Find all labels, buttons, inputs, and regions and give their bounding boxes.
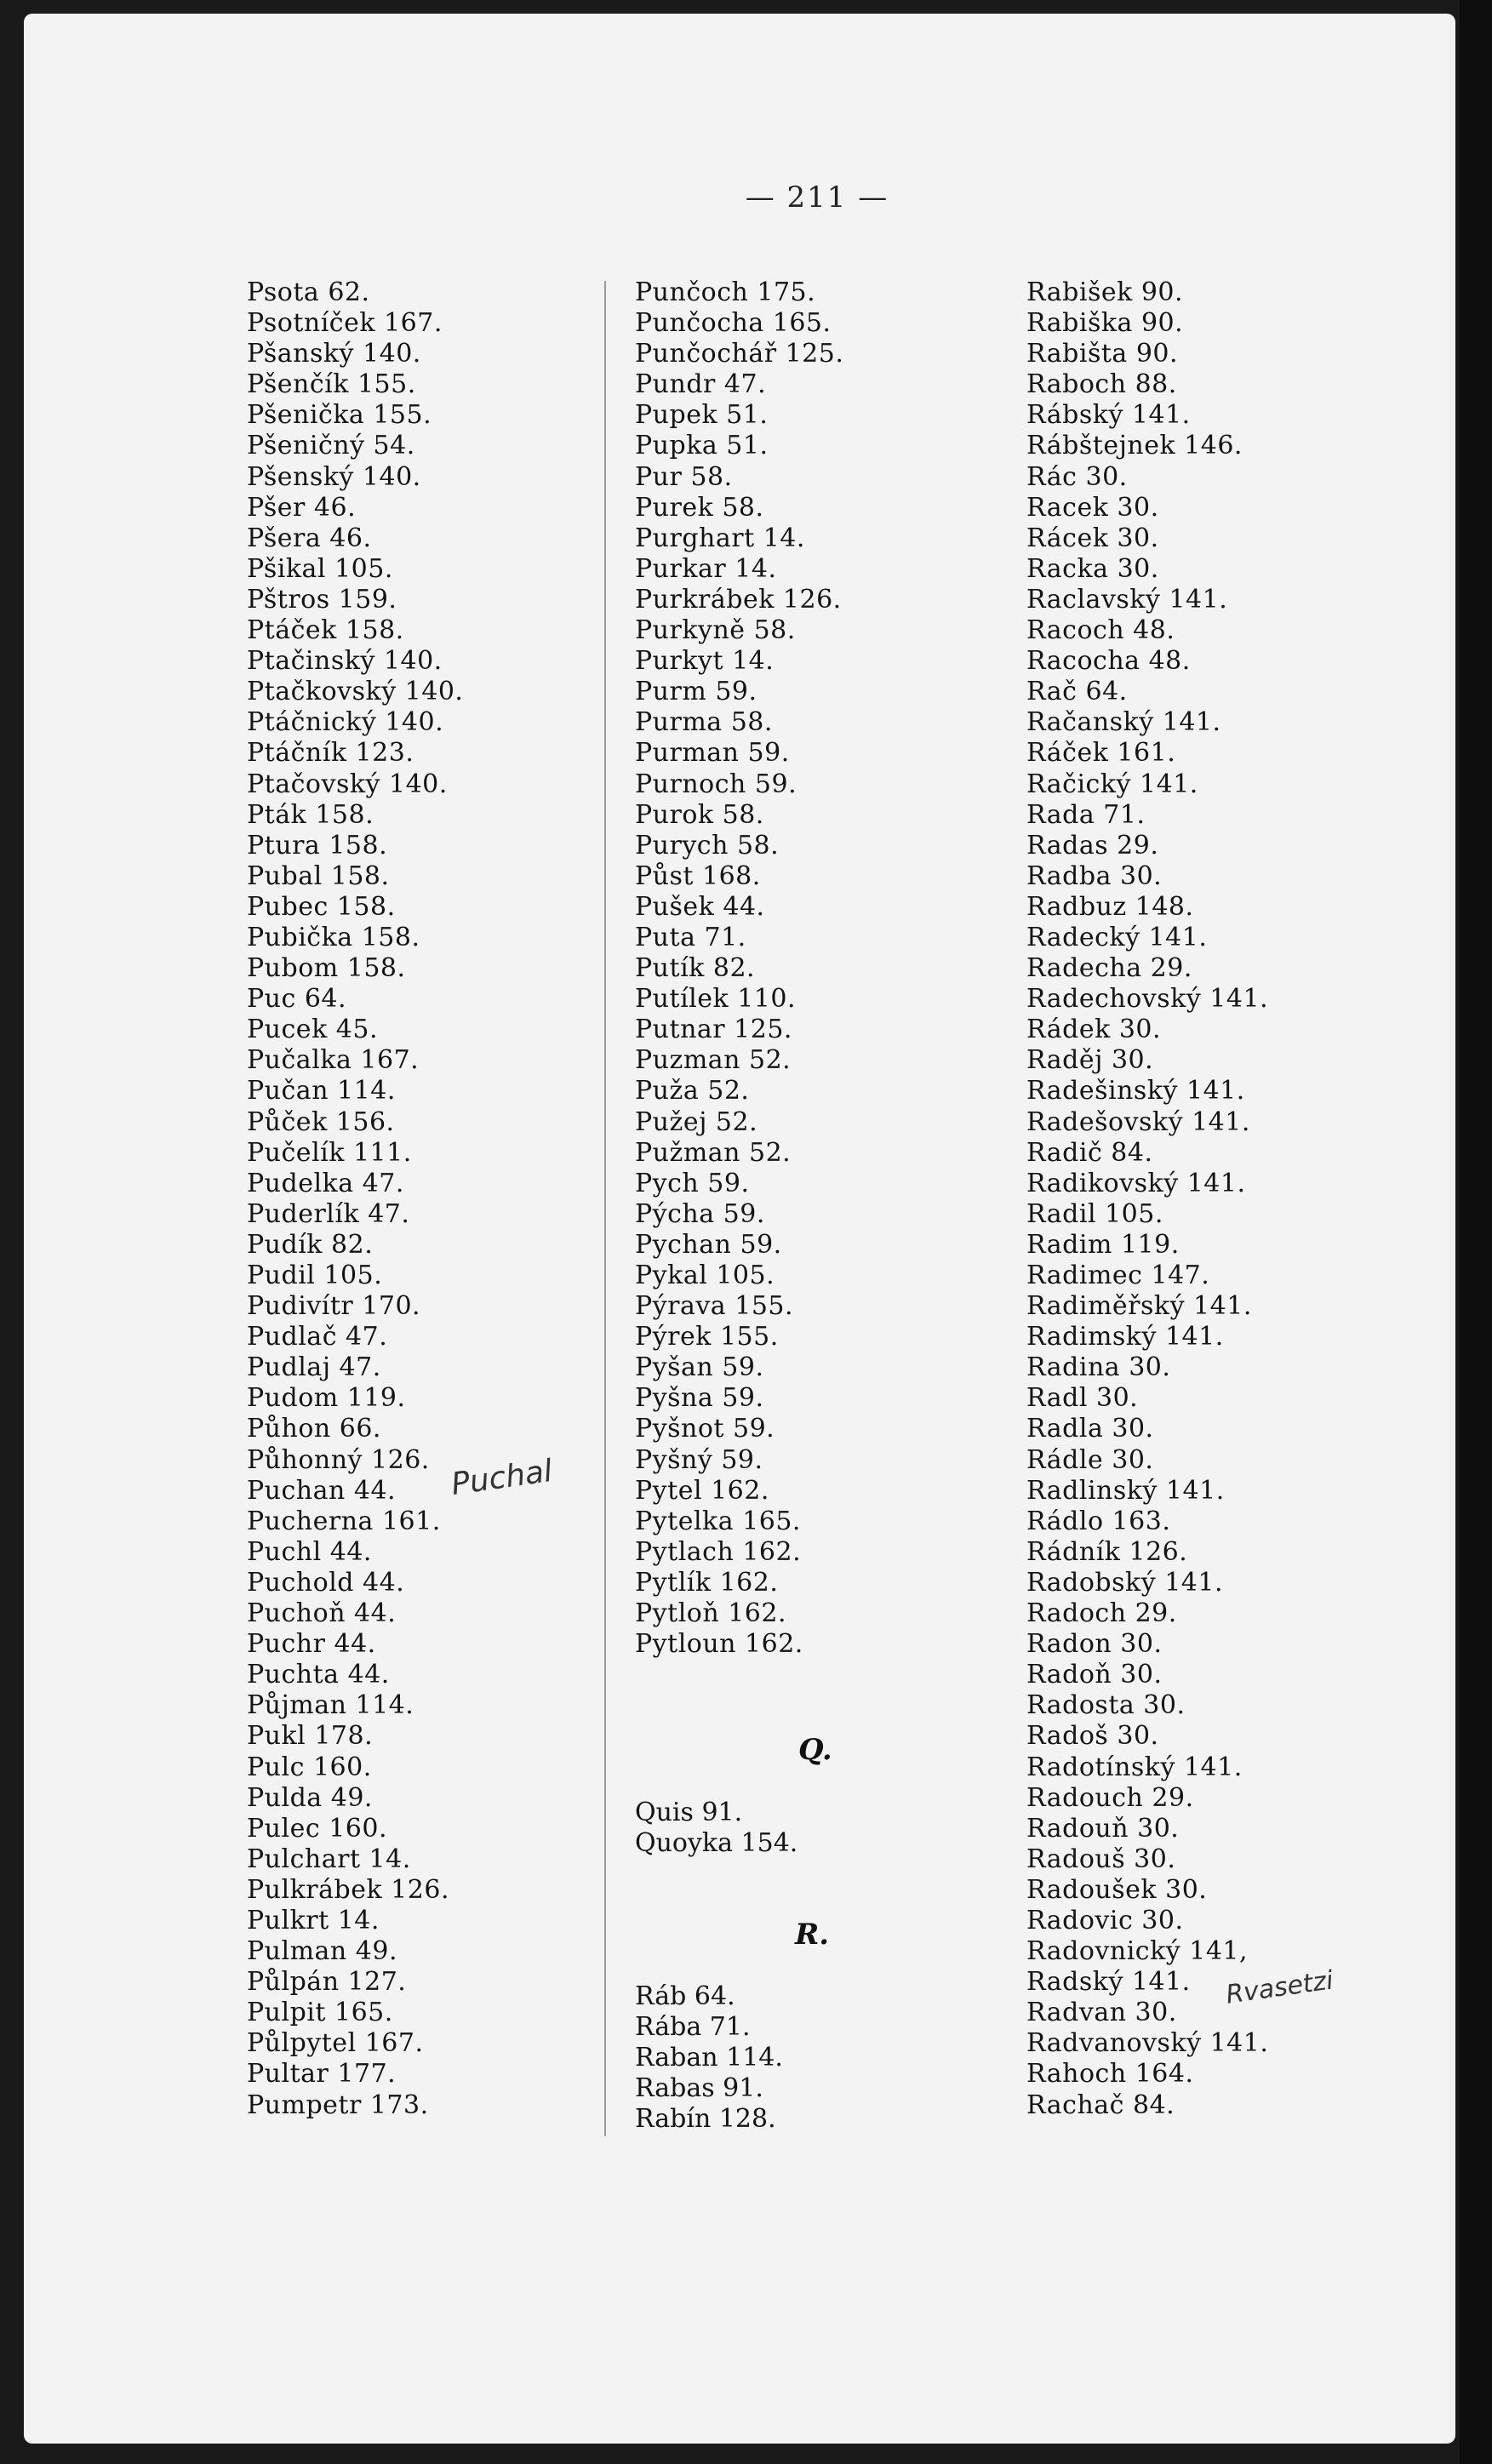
index-entry: Radobský 141. — [1026, 1567, 1223, 1598]
index-entry: Pták 158. — [247, 799, 374, 830]
index-entry: Pšikal 105. — [247, 553, 393, 584]
index-entry: Ptáčník 123. — [247, 738, 414, 769]
index-column-2 — [635, 277, 843, 1660]
index-entry: Pšeničný 54. — [247, 431, 415, 461]
index-entry: Putílek 110. — [635, 984, 797, 1015]
section-heading-r: R. — [795, 1918, 830, 1952]
index-entry: Punčoch 175. — [635, 277, 816, 307]
handwritten-note: Puchal — [449, 1453, 555, 1503]
index-entry: Rabas 91. — [635, 2073, 763, 2104]
index-entry: Radecký 141. — [1026, 922, 1208, 952]
index-entry: Psotníček 167. — [247, 308, 443, 339]
index-entry: Ptačinský 140. — [247, 646, 443, 677]
handwritten-note: Rvasetzi — [1224, 1965, 1335, 2010]
index-entry: Putík 82. — [635, 953, 756, 984]
index-entry: Rácek 30. — [1026, 523, 1159, 553]
index-entry: Pulc 160. — [247, 1752, 372, 1782]
index-entry: Půhon 66. — [247, 1414, 381, 1444]
index-entry: Puchl 44. — [247, 1536, 372, 1567]
index-entry: Radba 30. — [1026, 860, 1163, 891]
index-entry: Pundr 47. — [635, 369, 767, 400]
index-entry: Radina 30. — [1026, 1352, 1171, 1383]
index-entry: Puchr 44. — [247, 1629, 376, 1660]
index-section-q — [635, 1798, 797, 1859]
index-entry: Purma 58. — [635, 707, 773, 738]
index-entry: Punčocha 165. — [635, 308, 832, 339]
index-entry: Radim 119. — [1026, 1229, 1180, 1260]
index-entry: Pudlaj 47. — [247, 1352, 381, 1383]
index-entry: Pýcha 59. — [635, 1198, 765, 1229]
index-entry: Radoš 30. — [1026, 1721, 1159, 1752]
index-entry: Radimec 147. — [1026, 1261, 1210, 1290]
index-entry: Pštros 159. — [247, 584, 397, 615]
index-entry: Pučalka 167. — [247, 1045, 420, 1076]
index-entry: Pulkrábek 126. — [247, 1874, 449, 1905]
index-entry: Pubal 158. — [247, 860, 390, 891]
index-entry: Raclavský 141. — [1026, 584, 1228, 615]
index-entry: Radimský 141. — [1026, 1322, 1224, 1352]
index-entry: Pytloun 162. — [635, 1629, 803, 1660]
index-entry: Račický 141. — [1026, 769, 1198, 799]
index-entry: Raboch 88. — [1026, 369, 1177, 400]
index-entry: Ptačkovský 140. — [247, 677, 464, 707]
index-entry: Pytlach 162. — [635, 1536, 802, 1567]
index-entry: Pudlač 47. — [247, 1322, 388, 1352]
index-entry: Radouch 29. — [1026, 1782, 1194, 1813]
index-entry: Pyšan 59. — [635, 1352, 764, 1383]
index-entry: Purnoch 59. — [635, 769, 797, 799]
index-entry: Pšenský 140. — [247, 461, 421, 492]
index-entry: Puchan 44. — [247, 1475, 397, 1506]
index-entry: Pucek 45. — [247, 1015, 378, 1045]
index-entry: Radiměřský 141. — [1026, 1291, 1252, 1322]
index-entry: Radvanovský 141. — [1026, 2028, 1269, 2059]
index-entry: Puchta 44. — [247, 1660, 390, 1690]
index-entry: Radlinský 141. — [1026, 1475, 1225, 1506]
index-entry: Radovic 30. — [1026, 1905, 1184, 1935]
index-entry: Puchoň 44. — [247, 1598, 397, 1629]
index-entry: Puderlík 47. — [247, 1198, 410, 1229]
index-entry: Radil 105. — [1026, 1198, 1163, 1229]
index-entry: Quoyka 154. — [635, 1828, 798, 1859]
index-entry: Pyšna 59. — [635, 1383, 764, 1414]
index-entry: Puža 52. — [635, 1076, 750, 1106]
index-entry: Pšenička 155. — [247, 400, 432, 431]
index-entry: Pytelka 165. — [635, 1506, 801, 1536]
index-entry: Rádník 126. — [1026, 1536, 1188, 1567]
index-entry: Radešinský 141. — [1026, 1076, 1245, 1106]
index-entry: Pučan 114. — [247, 1076, 396, 1106]
index-entry: Pyšnot 59. — [635, 1414, 775, 1444]
section-heading-q: Q. — [798, 1733, 832, 1767]
index-entry: Pukl 178. — [247, 1721, 374, 1752]
index-entry: Půjman 114. — [247, 1690, 414, 1721]
index-entry: Purm 59. — [635, 677, 757, 707]
index-entry: Psota 62. — [247, 277, 370, 307]
index-entry: Radechovský 141. — [1026, 984, 1269, 1015]
index-entry: Rahoch 164. — [1026, 2059, 1194, 2090]
index-entry: Radvan 30. — [1026, 1998, 1177, 2028]
index-entry: Raděj 30. — [1026, 1045, 1154, 1076]
index-entry: Pulec 160. — [247, 1813, 387, 1844]
index-column-3 — [1026, 277, 1268, 2121]
index-entry: Půst 168. — [635, 860, 761, 891]
index-entry: Rabišta 90. — [1026, 339, 1179, 369]
index-entry: Půlpán 127. — [247, 1967, 407, 1998]
index-column-1 — [247, 277, 463, 2121]
index-entry: Ptura 158. — [247, 830, 388, 860]
index-entry: Rachač 84. — [1026, 2090, 1175, 2120]
index-entry: Rábštejnek 146. — [1026, 431, 1243, 461]
index-entry: Purkar 14. — [635, 553, 777, 584]
index-entry: Puc 64. — [247, 984, 347, 1015]
index-entry: Purok 58. — [635, 799, 764, 830]
index-entry: Pulchart 14. — [247, 1844, 411, 1874]
index-entry: Puta 71. — [635, 922, 746, 952]
index-entry: Pumpetr 173. — [247, 2090, 429, 2120]
index-entry: Pupek 51. — [635, 400, 769, 431]
index-entry: Pulpit 165. — [247, 1998, 393, 2028]
index-entry: Pšanský 140. — [247, 339, 421, 369]
index-entry: Půlpytel 167. — [247, 2028, 424, 2059]
index-section-r — [635, 1981, 783, 2135]
index-entry: Pšera 46. — [247, 523, 372, 553]
index-entry: Pudík 82. — [247, 1229, 374, 1260]
index-entry: Purghart 14. — [635, 523, 805, 553]
index-entry: Půček 156. — [247, 1106, 395, 1137]
index-entry: Pužej 52. — [635, 1106, 758, 1137]
index-entry: Racocha 48. — [1026, 646, 1191, 677]
index-entry: Puzman 52. — [635, 1045, 792, 1076]
index-entry: Pšer 46. — [247, 492, 357, 523]
index-entry: Radič 84. — [1026, 1137, 1153, 1168]
index-entry: Rác 30. — [1026, 461, 1128, 492]
index-entry: Pych 59. — [635, 1168, 750, 1198]
index-entry: Rába 71. — [635, 2012, 751, 2043]
column-divider — [604, 281, 606, 2136]
index-entry: Račanský 141. — [1026, 707, 1221, 738]
page-number: — 211 — — [745, 180, 889, 214]
index-entry: Pytlík 162. — [635, 1567, 779, 1598]
index-entry: Pudom 119. — [247, 1383, 406, 1414]
index-entry: Purkyně 58. — [635, 615, 796, 646]
index-entry: Pučelík 111. — [247, 1137, 412, 1168]
index-entry: Rada 71. — [1026, 799, 1146, 830]
index-entry: Ráb 64. — [635, 1981, 735, 2011]
index-entry: Ptáčnický 140. — [247, 707, 444, 738]
index-entry: Pubec 158. — [247, 891, 396, 922]
index-entry: Puchold 44. — [247, 1567, 405, 1598]
index-entry: Rabiška 90. — [1026, 308, 1184, 339]
index-entry: Quis 91. — [635, 1798, 743, 1827]
index-entry: Racoch 48. — [1026, 615, 1175, 646]
index-entry: Putnar 125. — [635, 1015, 792, 1045]
index-entry: Pur 58. — [635, 461, 733, 492]
index-entry: Pýrava 155. — [635, 1291, 794, 1322]
index-entry: Pulkrt 14. — [247, 1905, 380, 1935]
index-entry: Radbuz 148. — [1026, 891, 1194, 922]
index-entry: Radouň 30. — [1026, 1813, 1180, 1844]
index-entry: Radský 141. — [1026, 1967, 1191, 1998]
index-entry: Rač 64. — [1026, 677, 1128, 707]
index-entry: Pudelka 47. — [247, 1168, 404, 1198]
index-entry: Radikovský 141. — [1026, 1168, 1246, 1198]
index-entry: Pytloň 162. — [635, 1598, 786, 1629]
index-entry: Pubom 158. — [247, 953, 406, 984]
index-entry: Racka 30. — [1026, 553, 1159, 584]
index-entry: Purkrábek 126. — [635, 584, 842, 615]
index-entry: Radecha 29. — [1026, 953, 1192, 984]
index-entry: Rabišek 90. — [1026, 277, 1184, 307]
index-entry: Pyšný 59. — [635, 1444, 763, 1475]
index-entry: Purek 58. — [635, 492, 764, 523]
index-entry: Pubička 158. — [247, 922, 420, 952]
index-entry: Purman 59. — [635, 738, 790, 769]
index-entry: Rábský 141. — [1026, 400, 1191, 431]
index-entry: Pulda 49. — [247, 1782, 373, 1813]
index-entry: Punčochář 125. — [635, 339, 844, 369]
index-entry: Pychan 59. — [635, 1229, 782, 1260]
index-entry: Radotínský 141. — [1026, 1752, 1243, 1782]
index-entry: Rádle 30. — [1026, 1444, 1154, 1475]
index-entry: Purkyt 14. — [635, 646, 775, 677]
index-entry: Radešovský 141. — [1026, 1106, 1250, 1137]
index-entry: Radon 30. — [1026, 1629, 1163, 1660]
index-entry: Radoušek 30. — [1026, 1874, 1208, 1905]
index-entry: Raban 114. — [635, 2043, 783, 2073]
index-entry: Pudivítr 170. — [247, 1291, 421, 1322]
index-entry: Racek 30. — [1026, 492, 1159, 523]
index-entry: Pýrek 155. — [635, 1322, 779, 1352]
index-entry: Radoň 30. — [1026, 1660, 1163, 1690]
index-entry: Rádlo 163. — [1026, 1506, 1171, 1536]
index-entry: Pulman 49. — [247, 1936, 398, 1967]
index-entry: Pužman 52. — [635, 1137, 792, 1168]
index-entry: Pudil 105. — [247, 1261, 383, 1290]
index-entry: Pušek 44. — [635, 891, 765, 922]
index-entry: Půhonný 126. — [247, 1444, 430, 1475]
index-entry: Pytel 162. — [635, 1475, 769, 1506]
index-entry: Rádek 30. — [1026, 1015, 1162, 1045]
index-entry: Pucherna 161. — [247, 1506, 441, 1536]
index-entry: Ptáček 158. — [247, 615, 404, 646]
index-entry: Radl 30. — [1026, 1383, 1139, 1414]
index-entry: Ráček 161. — [1026, 738, 1176, 769]
index-entry: Pupka 51. — [635, 431, 769, 461]
index-entry: Radla 30. — [1026, 1414, 1154, 1444]
index-entry: Radoch 29. — [1026, 1598, 1177, 1629]
index-entry: Pšenčík 155. — [247, 369, 416, 400]
index-entry: Pykal 105. — [635, 1261, 775, 1290]
index-entry: Pultar 177. — [247, 2059, 397, 2090]
index-entry: Radouš 30. — [1026, 1844, 1176, 1874]
index-entry: Ptačovský 140. — [247, 769, 448, 799]
scan-border — [1460, 0, 1492, 2464]
index-entry: Radosta 30. — [1026, 1690, 1186, 1721]
index-entry: Radas 29. — [1026, 830, 1159, 860]
index-entry: Radovnický 141, — [1026, 1936, 1249, 1967]
index-entry: Purych 58. — [635, 830, 780, 860]
index-entry: Rabín 128. — [635, 2104, 776, 2135]
